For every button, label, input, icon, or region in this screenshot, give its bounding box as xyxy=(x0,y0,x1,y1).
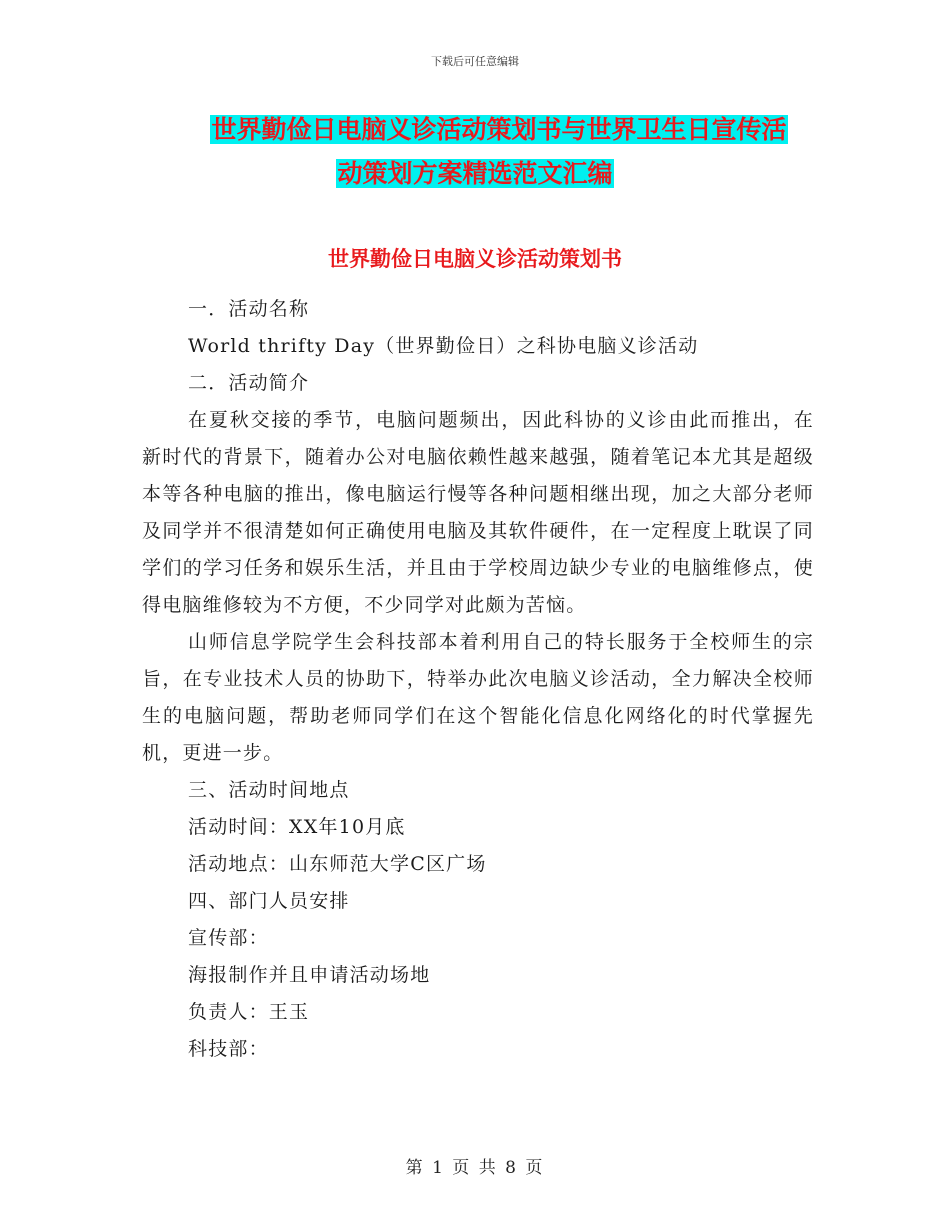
tech-dept-line: 科技部： xyxy=(188,1038,269,1060)
document-body xyxy=(142,291,814,1068)
heading-staff: 四、部门人员安排 xyxy=(188,890,350,912)
intro-paragraph-2: 山师信息学院学生会科技部本着利用自己的特长服务于全校师生的宗旨，在专业技术人员的协助下，特举办此次电脑义诊活动，全力解决全校师生的电脑问题，帮助老师同学们在这个智能化信息化网络化的时代掌握先机，更进一步。 xyxy=(142,631,814,764)
document-title-text-1: 世界勤俭日电脑义诊活动策划书与世界卫生日宣传活 xyxy=(211,115,787,144)
activity-time-line: 活动时间：XX年10月底 xyxy=(188,816,406,838)
header-note: 下载后可任意编辑 xyxy=(431,55,519,68)
publicity-dept-line: 宣传部： xyxy=(188,927,269,949)
activity-name-line: World thrifty Day（世界勤俭日）之科协电脑义诊活动 xyxy=(188,335,699,357)
section-title: 世界勤俭日电脑义诊活动策划书 xyxy=(328,247,622,271)
heading-activity-name: 一．活动名称 xyxy=(188,298,310,320)
activity-place-line: 活动地点：山东师范大学C区广场 xyxy=(188,853,487,875)
heading-time-place: 三、活动时间地点 xyxy=(188,779,350,801)
document-title-text-2: 动策划方案精选范文汇编 xyxy=(337,159,613,188)
document-title-line-1 xyxy=(24,110,950,150)
document-title-line-2 xyxy=(0,154,950,194)
heading-activity-intro: 二．活动简介 xyxy=(188,372,310,394)
page-footer: 第 1 页 共 8 页 xyxy=(405,1158,545,1178)
intro-paragraph-1: 在夏秋交接的季节，电脑问题频出，因此科协的义诊由此而推出，在新时代的背景下，随着办公对电脑依赖性越来越强，随着笔记本尤其是超级本等各种电脑的推出，像电脑运行慢等各种问题相继出现，加之大部分老师及同学并不很清楚如何正确使用电脑及其软件硬件，在一定程度上耽误了同学们的学习任务和娱乐生活，并且由于学校周边缺少专业的电脑维修点，使得电脑维修较为不方便，不少同学对此颇为苦恼。 xyxy=(142,409,814,616)
publicity-lead-line: 负责人：王玉 xyxy=(188,1001,310,1023)
publicity-task-line: 海报制作并且申请活动场地 xyxy=(188,964,431,986)
